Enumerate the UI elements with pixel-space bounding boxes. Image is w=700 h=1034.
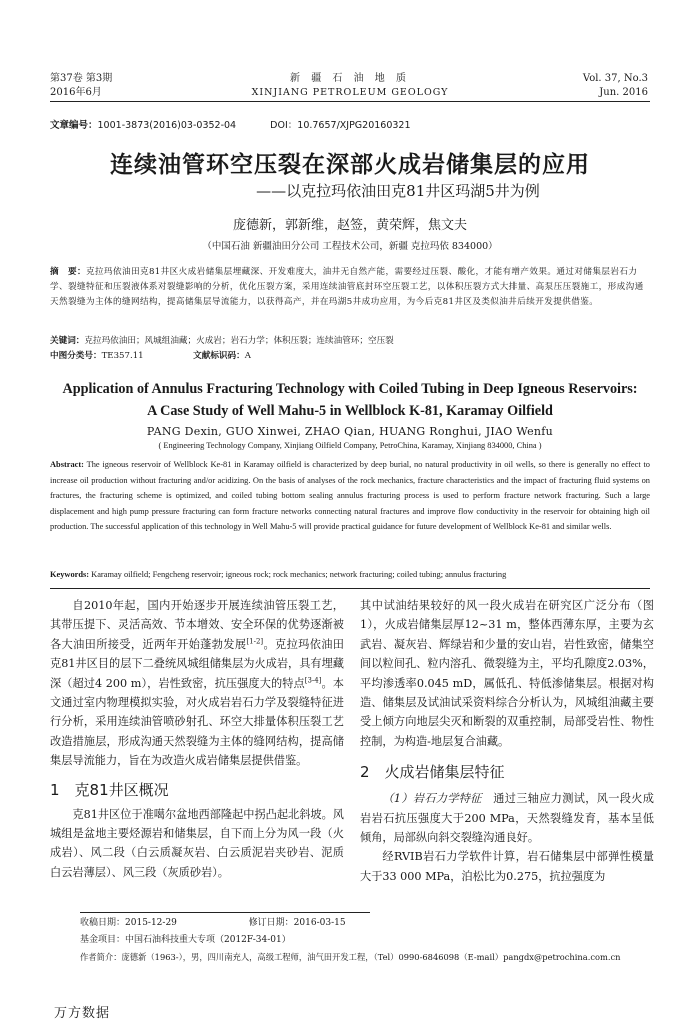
intro-paragraph: [50, 596, 344, 771]
article-no: 1001-3873(2016)03-0352-04: [97, 120, 237, 131]
keywords-cn-text: 克拉玛依油田；风城组油藏；火成岩；岩石力学；体积压裂；连续油管环；空压裂: [84, 336, 394, 346]
received-date: 2015-12-29: [125, 918, 177, 928]
title-en-line2: A Case Study of Well Mahu-5 in Wellblock K-81, Karamay Oilfield: [147, 403, 553, 419]
journal-name-en: XINJIANG PETROLEUM GEOLOGY: [251, 87, 449, 98]
intro-text-c: 。本文通过室内物理模拟实验，对火成岩岩石力学及裂缝特征进行分析，采用连续油管喷砂射孔、环空大排量体积压裂工艺改造措施层，形成沟通天然裂缝为主体的缝网结构，提高储集层导流能力，旨在为改造火成岩储集层提供借鉴。: [50, 676, 344, 768]
abstract-en-label: Abstract:: [50, 460, 84, 469]
clc-label: 中图分类号：: [50, 351, 102, 361]
date-en: Jun. 2016: [599, 87, 648, 98]
section-2-paragraph-2: 经RVIB岩石力学软件计算，岩石储集层中部弹性模量大于33 000 MPa，泊松比为0.275，抗拉强度为: [360, 850, 654, 883]
revised-date: 2016-03-15: [293, 918, 346, 928]
received-label: 收稿日期：: [80, 918, 126, 928]
header-divider: [50, 101, 650, 102]
body-column-right: [360, 596, 654, 886]
abstract-cn: [50, 265, 650, 310]
keywords-en-label: Keywords:: [50, 570, 90, 579]
section-2-paragraph-1: [360, 789, 654, 847]
keywords-en: [50, 570, 650, 579]
section-1-heading: 1 克81井区概况: [50, 780, 169, 799]
abstract-cn-label: 摘 要：: [50, 267, 86, 277]
footnote-dates: [80, 915, 670, 931]
affiliation-en: ( Engineering Technology Company, Xinjiang Oilfield Company, PetroChina, Karamay, Xinjiang 834000, China ): [158, 441, 542, 450]
affiliation-cn: （中国石油 新疆油田分公司 工程技术公司，新疆 克拉玛依 834000）: [202, 241, 498, 252]
doc-code-label: 文献标识码：: [193, 351, 245, 361]
doi-label: DOI：: [270, 120, 298, 131]
clc-code: TE357.11: [101, 351, 144, 361]
subtitle-cn: ——以克拉玛依油田克81井区玛湖5井为例: [256, 182, 540, 200]
watermark: 万方数据: [54, 1006, 111, 1021]
footnote-fund: 基金项目：中国石油科技重大专项（2012F-34-01）: [80, 935, 291, 945]
body-divider: [50, 588, 650, 589]
section-2-heading: 2 火成岩储集层特征: [360, 763, 505, 782]
keywords-en-text: Karamay oilfield; Fengcheng reservoir; igneous rock; rock mechanics; network fracturing; coiled tubing; annulus fracturing: [91, 570, 507, 579]
body-column-left: [50, 596, 344, 882]
intro-ref-1[interactable]: [1-2]: [246, 637, 264, 646]
section-1-paragraph-cont: 其中试油结果较好的风一段火成岩在研究区广泛分布（图1），火成岩储集层厚12~31 m，整体西薄东厚，主要为玄武岩、凝灰岩、辉绿岩和少量的安山岩，岩性致密，储集空间以粒间孔、粒内溶孔、微裂缝为主，平均孔隙度2.03%，平均渗透率0.045 mD，属低孔、特低渗储集层。根据对构造、储集层及试油试采资料综合分析认为，风城组油藏主要受上倾方向地层尖灭和断裂的双重控制，局部受岩性、物性控制，为构造-地层复合油藏。: [360, 599, 654, 748]
intro-ref-2[interactable]: [3-4]: [304, 675, 322, 684]
keywords-cn-label: 关键词：: [50, 336, 85, 346]
article-no-label: 文章编号：: [50, 120, 98, 131]
rock-mechanics-label: （1）岩石力学特征: [382, 792, 482, 806]
doi: 10.7657/XJPG20160321: [297, 120, 411, 131]
volume-en: Vol. 37, No.3: [582, 73, 648, 84]
abstract-cn-text: 克拉玛依油田克81井区火成岩储集层埋藏深、开发难度大，油井无自然产能，需要经过压裂、酸化，才能有增产效果。通过对储集层岩石力学、裂缝特征和压裂液体系对裂缝影响的分析，优化压裂方案，采用连续油管底封环空压裂工艺，以体积压裂方式大排量、高泵压压裂施工，形成沟通天然裂缝为主体的缝网结构，提高储集层导流能力，以获得高产，并在玛湖5井成功应用，为今后克81井区及类似油井后续开发提供借鉴。: [50, 267, 644, 307]
journal-name-cn: 新 疆 石 油 地 质: [290, 73, 410, 84]
date-cn: 2016年6月: [50, 87, 102, 98]
intro-text-b: 。克拉玛依油田克81井区目的层下二叠统风城组储集层为火成岩，具有埋藏深（超过4 200 m），岩性致密，抗压强度大的特点: [50, 637, 344, 690]
footnote-author-bio: 作者简介：庞德新（1963-），男，四川南充人，高级工程师，油气田开发工程，（Tel）0990-6846098（E-mail）pangdx@petrochina.com.cn: [80, 952, 621, 962]
doc-code: A: [244, 351, 251, 361]
abstract-en: [50, 457, 650, 535]
title-en-line1: Application of Annulus Fracturing Technology with Coiled Tubing in Deep Igneous Reservoirs:: [62, 381, 638, 397]
classification-cn: [50, 349, 650, 364]
title-cn: 连续油管环空压裂在深部火成岩储集层的应用: [110, 152, 590, 178]
revised-label: 修订日期：: [248, 918, 294, 928]
footnote-divider: [80, 912, 370, 913]
section-2-text-1: 通过三轴应力测试，风一段火成岩岩石抗压强度大于200 MPa，天然裂缝发育，基本呈低倾角，局部纵向斜交裂缝沟通良好。: [360, 792, 654, 845]
section-1-paragraph: 克81井区位于准噶尔盆地西部隆起中拐凸起北斜坡。风城组是盆地主要烃源岩和储集层，自下而上分为风一段（火成岩）、风二段（白云质凝灰岩、白云质泥岩夹砂岩、泥质白云岩薄层）、风三段（灰质砂岩）。: [50, 807, 344, 879]
authors-en: PANG Dexin, GUO Xinwei, ZHAO Qian, HUANG Ronghui, JIAO Wenfu: [146, 425, 554, 438]
authors-cn: 庞德新，郭新维，赵签，黄荣辉，焦文夫: [232, 218, 467, 233]
volume-issue: 第37卷 第3期: [50, 73, 113, 84]
abstract-en-text: The igneous reservoir of Wellblock Ke-81 in Karamay oilfield is characterized by deep burial, no natural productivity in oil wells, so there is generally no effect to increase oil production without fracturing and/or acidizing. On the basis of analyses of the rock mechanics, fracture characteristics and the impact of fracturing fluid systems on fractures, the fracturing scheme is optimized, and coiled tubing bottom sealing annulus fracturing process is used to perform fracture network fracturing. Such a large displacement and high pump pressure fracturing can form fracture networks connecting natural fractures and improve flow conductivity in the reservoir for obtaining high oil production. The successful application of this technology in Well Mahu-5 will provide practical guidance for future development of Wellblock Ke-81 and similar wells.: [50, 460, 650, 532]
keywords-cn: [50, 334, 650, 349]
intro-text-a: 自2010年起，国内开始逐步开展连续油管压裂工艺，其带压提下、灵活高效、节本增效、安全环保的优势逐渐被各大油田所接受，近两年开始蓬勃发展: [50, 599, 344, 651]
header-vol-en: [583, 72, 648, 100]
article-meta: [50, 117, 411, 131]
